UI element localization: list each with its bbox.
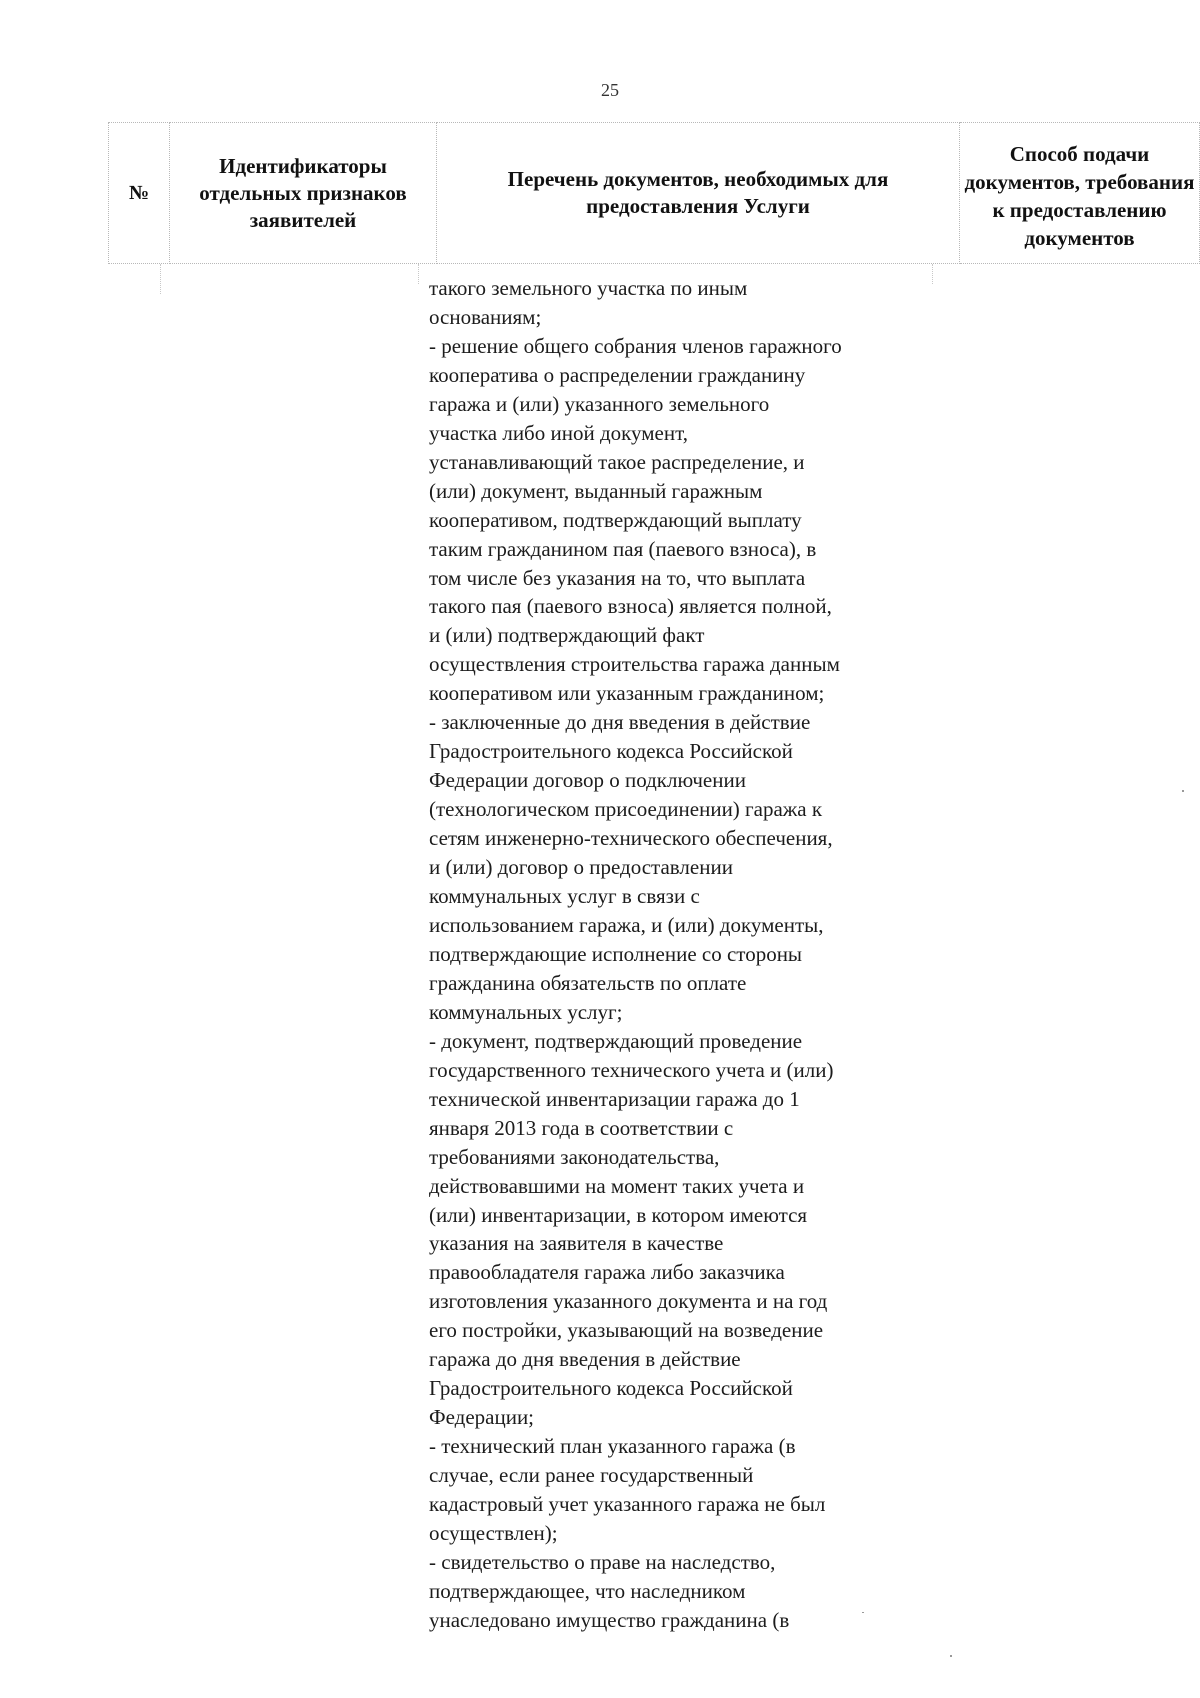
header-identifiers: Идентификаторы отдельных признаков заявителей (170, 123, 437, 264)
document-text-line: государственного технического учета и (или) (429, 1057, 834, 1082)
header-method-text: Способ подачи документов, требования к предоставлению документов (964, 142, 1195, 250)
document-text-line: его постройки, указывающий на возведение (429, 1318, 824, 1343)
document-text-line: кооперативом, подтверждающий выплату (429, 507, 802, 532)
document-text-line: (или) инвентаризации, в котором имеются (429, 1202, 808, 1227)
document-text-line: кооперативом или указанным гражданином; (429, 681, 825, 706)
document-text-line: подтверждающие исполнение со стороны (429, 941, 803, 966)
document-text-line: - заключенные до дня введения в действие (429, 710, 811, 735)
column-divider (932, 264, 933, 284)
document-text-line: такого пая (паевого взноса) является полной, (429, 594, 832, 619)
document-text-line: кооператива о распределении гражданину (429, 362, 806, 387)
document-text-line: января 2013 года в соответствии с (429, 1115, 734, 1140)
document-text-line: Федерации; (429, 1405, 535, 1430)
document-text-line: том числе без указания на то, что выплата (429, 565, 806, 590)
scan-speck (1182, 790, 1184, 792)
document-text-line: гражданина обязательств по оплате (429, 970, 747, 995)
document-text-line: - документ, подтверждающий проведение (429, 1028, 803, 1053)
document-text-line: коммунальных услуг в связи с (429, 884, 700, 909)
scan-speck (862, 1612, 864, 1613)
document-text-line: такого земельного участка по иным (429, 276, 748, 300)
document-text-line: гаража и (или) указанного земельного (429, 391, 770, 416)
document-text-line: коммунальных услуг; (429, 999, 623, 1024)
scan-speck (950, 1655, 952, 1657)
document-text-line: гаража до дня введения в действие (429, 1347, 741, 1372)
document-text-line: и (или) подтверждающий факт (429, 623, 705, 648)
document-text-line: кадастровый учет указанного гаража не был (429, 1492, 826, 1517)
document-text-line: действовавшими на момент таких учета и (429, 1173, 805, 1198)
document-text-line: использованием гаража, и (или) документы, (429, 912, 824, 937)
header-documents: Перечень документов, необходимых для предоставления Услуги (437, 123, 960, 264)
document-text-line: сетям инженерно-технического обеспечения, (429, 826, 833, 851)
document-text-line: (технологическом присоединении) гаража к (429, 797, 823, 822)
document-text-line: правообладателя гаража либо заказчика (429, 1260, 785, 1285)
table-header (108, 122, 1200, 264)
document-text-line: - технический план указанного гаража (в (429, 1434, 796, 1459)
document-text-line: (или) документ, выданный гаражным (429, 478, 763, 503)
document-text-line: изготовления указанного документа и на год (429, 1289, 828, 1314)
document-text-line: указания на заявителя в качестве (429, 1231, 724, 1256)
column-divider (418, 264, 419, 284)
document-text-line: технической инвентаризации гаража до 1 (429, 1086, 800, 1111)
document-text-line: устанавливающий такое распределение, и (429, 449, 805, 474)
document-text-line: таким гражданином пая (паевого взноса), в (429, 536, 817, 561)
document-text-line: - решение общего собрания членов гаражного (429, 333, 842, 358)
document-text-line: случае, если ранее государственный (429, 1463, 754, 1488)
document-text-line: подтверждающее, что наследником (429, 1578, 746, 1603)
document-text-line: и (или) договор о предоставлении (429, 855, 733, 880)
document-text-line: Градостроительного кодекса Российской (429, 1376, 793, 1401)
document-text-line: основаниям; (429, 304, 542, 329)
document-text-line: Градостроительного кодекса Российской (429, 739, 793, 764)
documents-list-text (429, 274, 929, 1635)
header-method (960, 123, 1200, 264)
document-text-line: осуществлен); (429, 1520, 558, 1545)
document-text-line: Федерации договор о подключении (429, 768, 746, 793)
document-text-line: участка либо иной документ, (429, 420, 688, 445)
document-text-line: унаследовано имущество гражданина (в (429, 1607, 790, 1632)
page-number: 25 (601, 80, 619, 100)
document-text-line: - свидетельство о праве на наследство, (429, 1549, 776, 1574)
header-number: № (109, 123, 170, 264)
document-text-line: требованиями законодательства, (429, 1144, 720, 1169)
document-text-line: осуществления строительства гаража данным (429, 652, 840, 677)
column-divider (160, 264, 161, 294)
